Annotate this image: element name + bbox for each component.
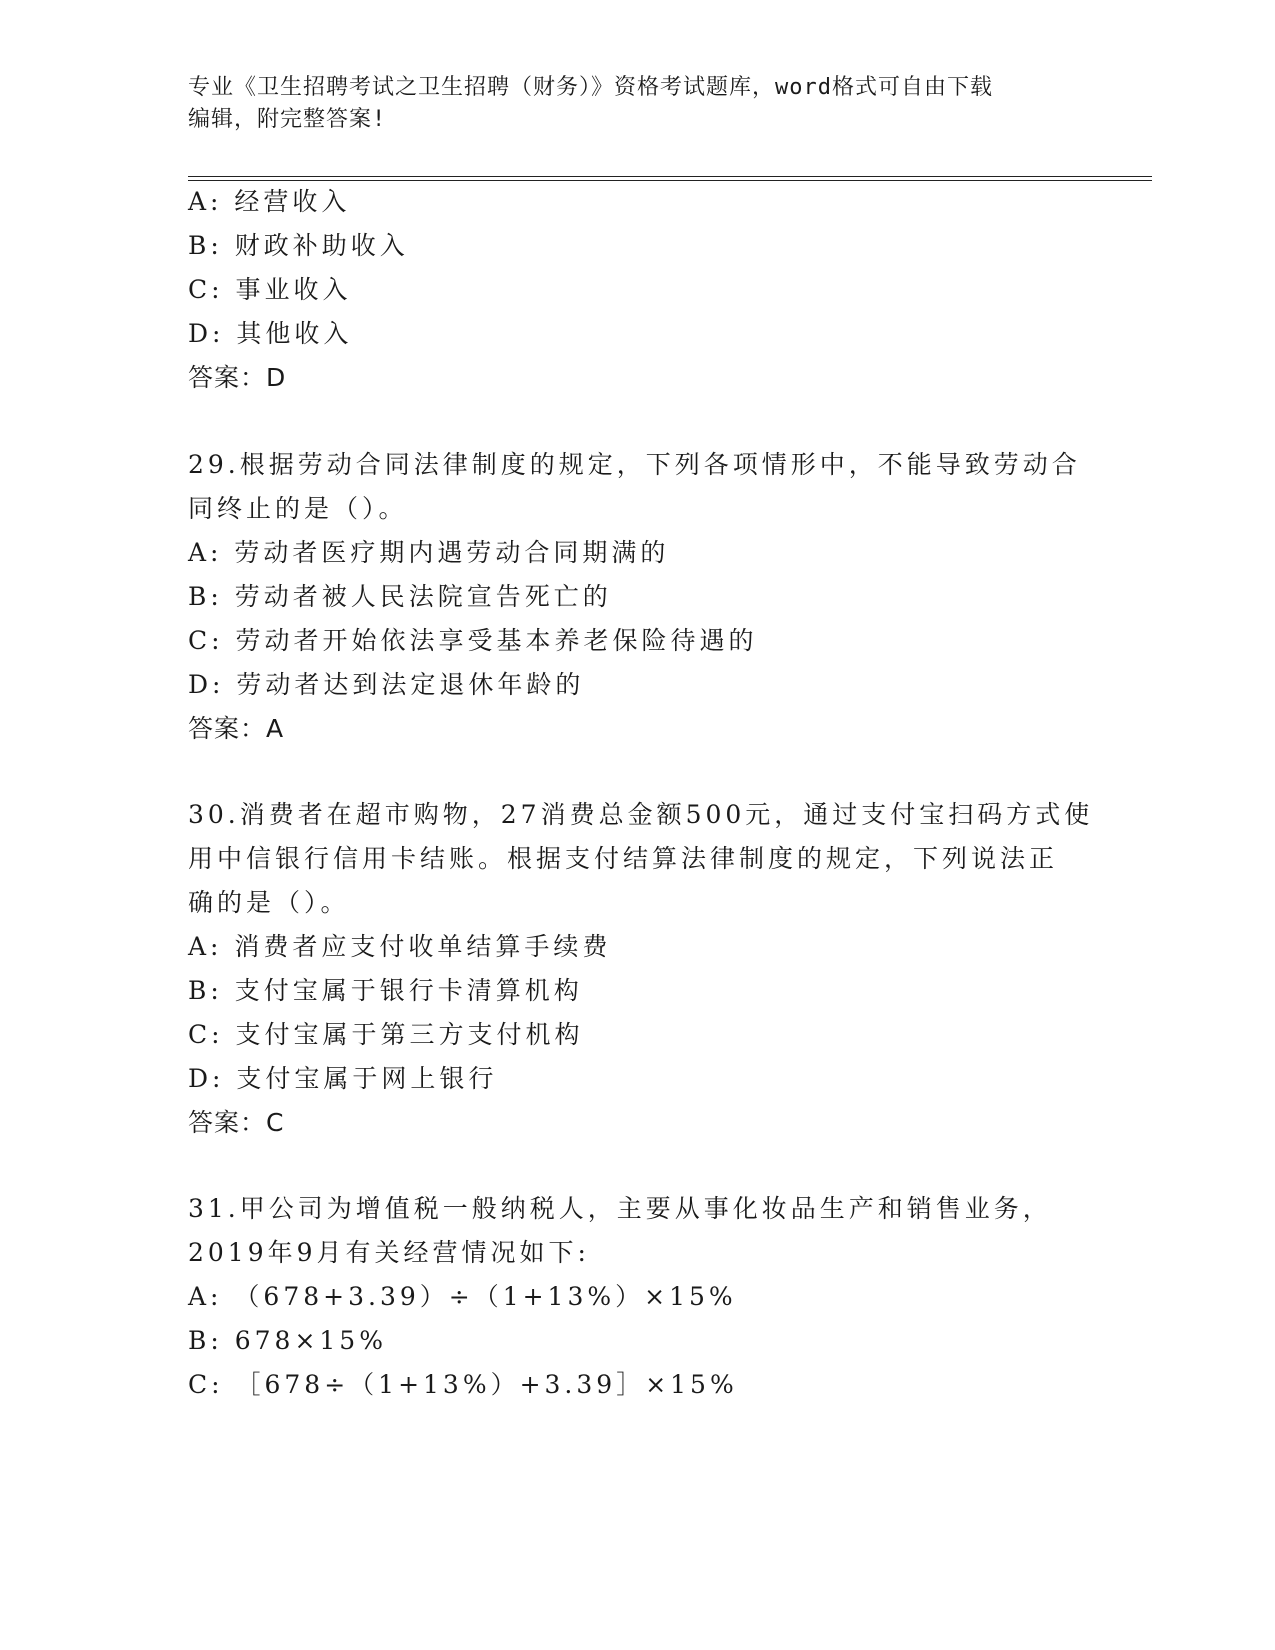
- header-divider: [188, 176, 1152, 181]
- document-header: [188, 72, 1068, 136]
- q29-option-a: A: 劳动者医疗期内遇劳动合同期满的: [188, 538, 670, 567]
- q28-option-d: D: 其他收入: [188, 319, 353, 348]
- q31-option-c: C: ［678÷（1+13%）+3.39］×15%: [188, 1370, 738, 1399]
- header-line-2: 编辑，附完整答案!: [188, 107, 387, 132]
- q31-option-b: B: 678×15%: [188, 1326, 387, 1355]
- q29-option-b: B: 劳动者被人民法院宣告死亡的: [188, 582, 612, 611]
- q30-option-d: D: 支付宝属于网上银行: [188, 1064, 498, 1093]
- q30-option-b: B: 支付宝属于银行卡清算机构: [188, 976, 583, 1005]
- q29-option-c: C: 劳动者开始依法享受基本养老保险待遇的: [188, 626, 758, 655]
- header-line-1: 专业《卫生招聘考试之卫生招聘（财务）》资格考试题库，word格式可自由下载: [188, 75, 993, 100]
- q30-answer: 答案：C: [188, 1108, 285, 1137]
- q28-answer: 答案：D: [188, 363, 287, 392]
- q30-stem-line-1: 30.消费者在超市购物，27消费总金额500元，通过支付宝扫码方式使: [188, 800, 1094, 829]
- q30-stem-line-3: 确的是（）。: [188, 888, 350, 917]
- q29-answer: 答案：A: [188, 714, 285, 743]
- q30-option-a: A: 消费者应支付收单结算手续费: [188, 932, 612, 961]
- q29-option-d: D: 劳动者达到法定退休年龄的: [188, 670, 585, 699]
- q30-option-c: C: 支付宝属于第三方支付机构: [188, 1020, 584, 1049]
- q31-option-a: A: （678+3.39）÷（1+13%）×15%: [188, 1282, 737, 1311]
- q28-option-a: A: 经营收入: [188, 187, 351, 216]
- q29-stem-line-2: 同终止的是（）。: [188, 494, 408, 523]
- q29-stem-line-1: 29.根据劳动合同法律制度的规定，下列各项情形中，不能导致劳动合: [188, 450, 1081, 479]
- q28-option-b: B: 财政补助收入: [188, 231, 409, 260]
- q30-stem-line-2: 用中信银行信用卡结账。根据支付结算法律制度的规定，下列说法正: [188, 844, 1059, 873]
- q31-stem-line-2: 2019年9月有关经营情况如下:: [188, 1238, 590, 1267]
- q31-stem-line-1: 31.甲公司为增值税一般纳税人，主要从事化妆品生产和销售业务，: [188, 1194, 1052, 1223]
- q28-option-c: C: 事业收入: [188, 275, 352, 304]
